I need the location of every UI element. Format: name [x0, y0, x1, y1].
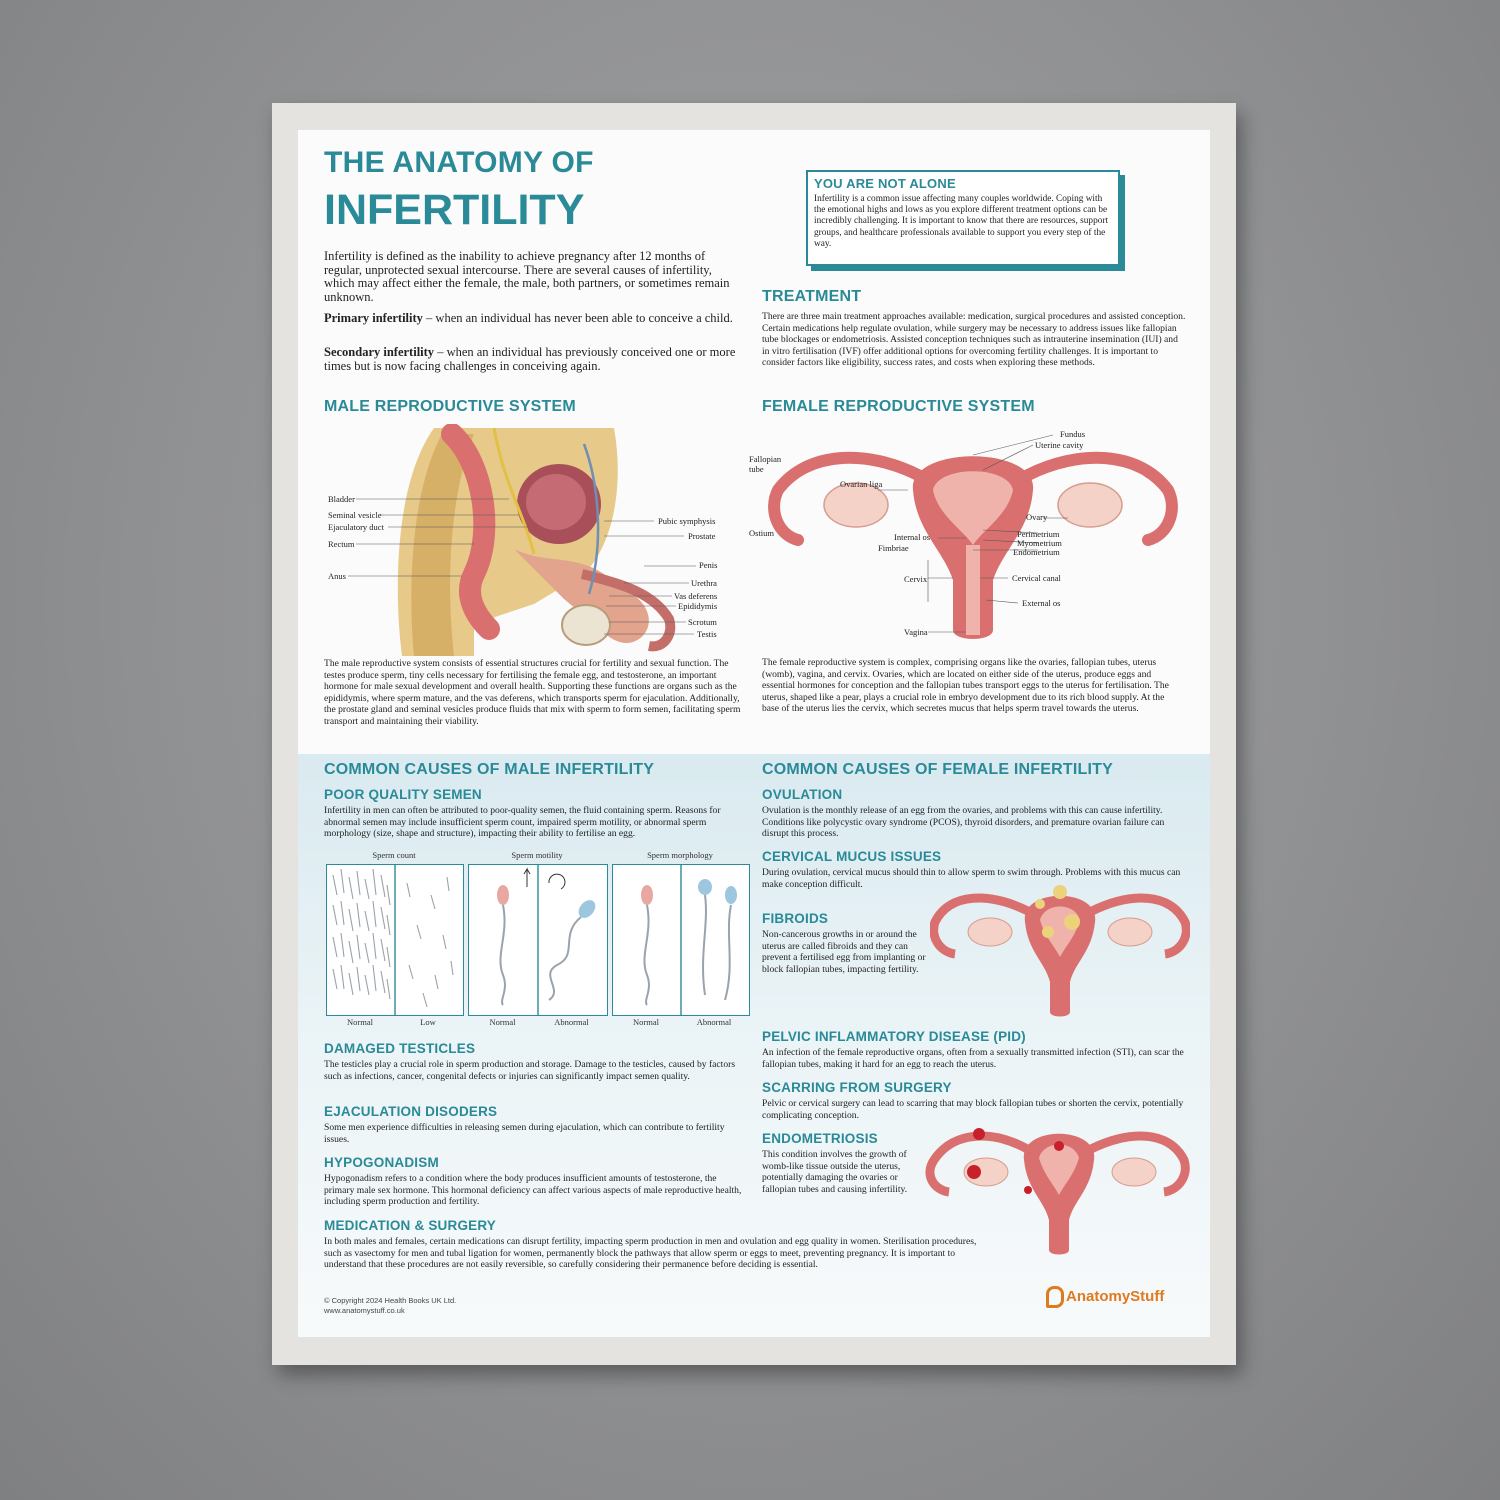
fibroids-heading: FIBROIDS: [762, 911, 829, 926]
male-system-text: The male reproductive system consists of essential structures crucial for fertility and sexual function. The testes produce sperm, tiny cells necessary for fertilising the female egg, and testosterone, an important hormone for male sexual development and overall health. Supporting these functions are organs such as the epididymis, where sperm mature, and the vas deferens, which transports sperm for ejaculation. Additionally, the prostate gland and seminal vesicles produce fluids that mix with sperm to form semen, facilitating sperm transport and maintaining their viability.: [324, 658, 741, 727]
panel-title-sperm-count: Sperm count: [372, 850, 416, 860]
label-endometrium: Endometrium: [1013, 547, 1060, 557]
female-system-text: The female reproductive system is complex, comprising organs like the ovaries, fallopian tubes, uterus (womb), vagina, and cervix. Ovaries, which are located on either side of the uterus, produce eggs and essential hormones for conception and the fallopian tubes transport eggs to the uterus for fertilisation. The uterus, shaped like a pear, plays a crucial role in embryo development due to its rich blood supply. At the base of the uterus lies the cervix, which secretes mucus that helps sperm travel towards the uterus.: [762, 657, 1169, 715]
label-testis: Testis: [697, 629, 717, 639]
label-penis: Penis: [699, 560, 718, 570]
sperm-motility-abnormal-caption: Abnormal: [554, 1017, 589, 1027]
cervical-mucus-heading: CERVICAL MUCUS ISSUES: [762, 849, 942, 864]
endometriosis-text: This condition involves the growth of womb-like tissue outside the uterus, potentially damaging the ovaries or fallopian tubes and causing infertility.: [762, 1149, 908, 1195]
label-external-os: External os: [1022, 598, 1061, 608]
sperm-motility-illustration: [469, 865, 607, 1015]
female-system-heading: FEMALE REPRODUCTIVE SYSTEM: [762, 398, 1035, 415]
not-alone-heading: YOU ARE NOT ALONE: [814, 176, 956, 191]
damaged-testicles-heading: DAMAGED TESTICLES: [324, 1041, 476, 1056]
label-rectum: Rectum: [328, 539, 355, 549]
sperm-morphology-panel: [612, 864, 750, 1016]
intro-definition: Infertility is defined as the inability to achieve pregnancy after 12 months of regular, unprotected sexual intercourse. There are several causes of infertility, which may affect either the female, the male, both partners, or sometimes remain unknown.: [324, 249, 730, 304]
label-fimbriae: Fimbriae: [878, 543, 909, 553]
intro-secondary: [324, 346, 744, 373]
ovulation-text: Ovulation is the monthly release of an egg from the ovaries, and problems with this can cause infertility. Conditions like polycystic ovary syndrome (PCOS), thyroid disorders, and premature ovarian failure can disrupt this process.: [762, 805, 1165, 840]
scarring-heading: SCARRING FROM SURGERY: [762, 1080, 952, 1095]
panel-title-sperm-motility: Sperm motility: [511, 850, 563, 860]
secondary-term: Secondary infertility: [324, 345, 435, 359]
female-causes-heading: COMMON CAUSES OF FEMALE INFERTILITY: [762, 761, 1113, 778]
anatomystuff-logo: [1046, 1286, 1164, 1308]
label-scrotum: Scrotum: [688, 617, 717, 627]
label-cervix: Cervix: [904, 574, 928, 584]
treatment-text: There are three main treatment approaches available: medication, surgical procedures and assisted conception. Certain medications help regulate ovulation, while surgery may be necessary to address issues like fallopian tube blockages or endometriosis. Assisted conception techniques such as intrauterine insemination (IUI) and in vitro fertilisation (IVF) offer additional options for overcoming fertility challenges. It is important to consider factors like eligibility, success rates, and costs when exploring these methods.: [762, 311, 1186, 369]
label-fallopian-tube: Fallopian tube: [749, 454, 782, 474]
sperm-count-panel: [326, 864, 464, 1016]
ejaculation-heading: EJACULATION DISODERS: [324, 1104, 498, 1119]
not-alone-text: Infertility is a common issue affecting many couples worldwide. Coping with the emotional highs and lows as you explore different treatment options can be incredibly challenging. It is important to know that there are resources, support groups, and healthcare professionals available to support you every step of the way.: [814, 194, 1109, 249]
label-ovarian-ligament: Ovarian liga: [840, 479, 883, 489]
sperm-motility-panel: [468, 864, 608, 1016]
male-system-heading: MALE REPRODUCTIVE SYSTEM: [324, 398, 576, 415]
poster-title-line2: INFERTILITY: [324, 186, 585, 234]
pid-text: An infection of the female reproductive organs, often from a sexually transmitted infection (STI), can scar the fallopian tubes, making it hard for an egg to reach the uterus.: [762, 1047, 1184, 1070]
endometriosis-illustration: [924, 1120, 1190, 1256]
infertility-poster: [298, 130, 1210, 1337]
pid-heading: PELVIC INFLAMMATORY DISEASE (PID): [762, 1029, 1026, 1044]
cervical-mucus-text: During ovulation, cervical mucus should thin to allow sperm to swim through. Problems with this mucus can make conception difficult.: [762, 867, 1181, 890]
hypogonadism-text: Hypogonadism refers to a condition where the body produces insufficient amounts of testosterone, the primary male sex hormone. This hormonal deficiency can affect various aspects of male reproductive health, including sperm production and fertility.: [324, 1173, 742, 1208]
label-prostate: Prostate: [688, 531, 716, 541]
sperm-count-illustration: [327, 865, 463, 1015]
not-alone-box: [806, 170, 1120, 266]
medication-text: In both males and females, certain medications can disrupt fertility, impacting sperm production in men and ovulation and egg quality in women. Sterilisation procedures, such as vasectomy for men and tubal ligation for women, permanently block the pathways that allow sperm or eggs to meet, preventing pregnancy. It is important to understand that these procedures are not easily reversible, so carefully considering their permanence before deciding is essential.: [324, 1236, 977, 1271]
label-anus: Anus: [328, 571, 346, 581]
primary-text: – when an individual has never been able to conceive a child.: [422, 311, 733, 325]
copyright: © Copyright 2024 Health Books UK Ltd.: [324, 1296, 457, 1305]
female-anatomy-illustration: [768, 430, 1188, 645]
secondary-text: – when an individual has previously conceived one or more times but is now facing challenges in conceiving again.: [324, 345, 736, 373]
intro-primary: [324, 312, 744, 326]
label-ostium: Ostium: [749, 528, 775, 538]
poor-semen-text: Infertility in men can often be attributed to poor-quality semen, the fluid containing sperm. Reasons for abnormal semen may include insufficient sperm count, impaired sperm motility, or abnormal sperm morphology (size, shape and structure), impacting their ability to fertilise an egg.: [324, 805, 721, 840]
label-cervical-canal: Cervical canal: [1012, 573, 1061, 583]
sperm-morphology-illustration: [613, 865, 749, 1015]
fibroids-text: Non-cancerous growths in or around the uterus are called fibroids and they can prevent a fertilised egg from implanting or block fallopian tubes, impacting fertility.: [762, 929, 926, 975]
sperm-motility-normal-caption: Normal: [489, 1017, 516, 1027]
label-epididymis: Epididymis: [678, 601, 718, 611]
endometriosis-heading: ENDOMETRIOSIS: [762, 1131, 878, 1146]
ovulation-heading: OVULATION: [762, 787, 843, 802]
label-pubic-symphysis: Pubic symphysis: [658, 516, 716, 526]
poster-title-line1: THE ANATOMY OF: [324, 146, 594, 179]
label-uterine-cavity: Uterine cavity: [1035, 440, 1084, 450]
sperm-count-normal-caption: Normal: [347, 1017, 373, 1027]
label-ejaculatory-duct: Ejaculatory duct: [328, 522, 384, 532]
medication-heading: MEDICATION & SURGERY: [324, 1218, 497, 1233]
treatment-heading: TREATMENT: [762, 288, 862, 305]
sperm-morphology-normal-caption: Normal: [633, 1017, 659, 1027]
poor-semen-heading: POOR QUALITY SEMEN: [324, 787, 482, 802]
sperm-count-low-caption: Low: [420, 1017, 436, 1027]
label-perimetrium: Perimetrium: [1017, 529, 1060, 539]
ejaculation-text: Some men experience difficulties in releasing semen during ejaculation, which can contribute to fertility issues.: [324, 1122, 725, 1145]
male-causes-heading: COMMON CAUSES OF MALE INFERTILITY: [324, 761, 655, 778]
label-seminal-vesicle: Seminal vesicle: [328, 510, 382, 520]
label-bladder: Bladder: [328, 494, 355, 504]
sperm-morphology-abnormal-caption: Abnormal: [696, 1017, 732, 1027]
damaged-testicles-text: The testicles play a crucial role in sperm production and storage. Damage to the testicles, caused by factors such as infections, cancer, congenital defects or injuries can significantly impact semen quality.: [324, 1059, 736, 1082]
label-urethra: Urethra: [691, 578, 717, 588]
logo-text: AnatomyStuff: [1066, 1287, 1165, 1305]
label-internal-os: Internal os: [894, 532, 931, 542]
scarring-text: Pelvic or cervical surgery can lead to scarring that may block fallopian tubes or shorten the cervix, potentially complicating conception.: [762, 1098, 1184, 1121]
label-fundus: Fundus: [1060, 429, 1086, 439]
label-ovary: Ovary: [1026, 512, 1048, 522]
website: www.anatomystuff.co.uk: [324, 1306, 405, 1315]
logo-mark-icon: [1046, 1286, 1064, 1308]
label-vas-deferens: Vas deferens: [674, 591, 718, 601]
label-myometrium: Myometrium: [1017, 538, 1062, 548]
primary-term: Primary infertility: [324, 311, 423, 325]
label-vagina: Vagina: [904, 627, 928, 637]
hypogonadism-heading: HYPOGONADISM: [324, 1155, 439, 1170]
fibroids-illustration: [930, 882, 1190, 1018]
panel-title-sperm-morphology: Sperm morphology: [647, 850, 713, 860]
